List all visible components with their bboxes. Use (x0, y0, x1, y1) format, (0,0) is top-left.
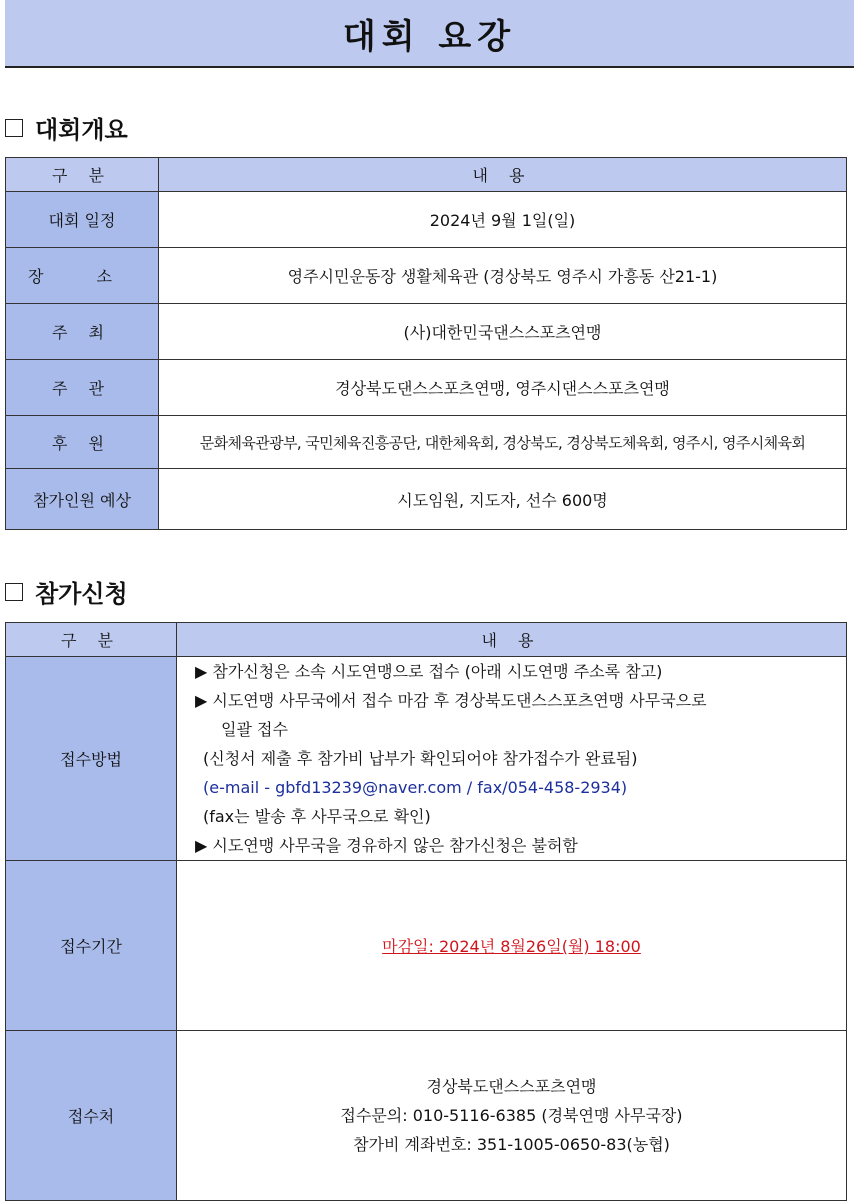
checkbox-square-icon (5, 583, 23, 601)
contact-cell (177, 1031, 847, 1201)
row-value: (사)대한민국댄스스포츠연맹 (159, 304, 847, 360)
col-header-content: 내 용 (177, 623, 847, 657)
col-header-label: 구 분 (6, 158, 159, 192)
bank-account: 참가비 계좌번호: 351-1005-0650-83(농협) (353, 1135, 670, 1154)
row-label: 장 소 (6, 248, 159, 304)
row-value: 문화체육관광부, 국민체육진흥공단, 대한체육회, 경상북도, 경상북도체육회, 영주시, 영주시체육회 (159, 416, 847, 469)
row-label: 참가인원 예상 (6, 469, 159, 530)
table-row (6, 861, 847, 1031)
method-line: ▶ 시도연맹 사무국에서 접수 마감 후 경상북도댄스스포츠연맹 사무국으로 (195, 691, 707, 710)
section-heading-overview (5, 110, 128, 145)
row-label: 접수방법 (6, 657, 177, 861)
method-line: ▶ 시도연맹 사무국을 경유하지 않은 참가신청은 불허함 (195, 836, 578, 855)
table-header-row (6, 158, 847, 192)
contact-phone: 접수문의: 010-5116-6385 (경북연맹 사무국장) (340, 1106, 683, 1125)
col-header-label: 구 분 (6, 623, 177, 657)
application-table (5, 622, 847, 1201)
row-label: 주 관 (6, 360, 159, 416)
period-value-cell (177, 861, 847, 1031)
section-heading-application (5, 574, 128, 609)
method-line: (fax는 발송 후 사무국으로 확인) (203, 807, 431, 826)
table-row (6, 1031, 847, 1201)
title-bar (5, 0, 854, 68)
method-line: ▶ 참가신청은 소속 시도연맹으로 접수 (아래 시도연맹 주소록 참고) (195, 662, 663, 681)
method-content (177, 657, 847, 861)
table-row (6, 360, 847, 416)
table-row (6, 416, 847, 469)
section-heading-text: 참가신청 (35, 580, 128, 608)
email-fax-line: (e-mail - gbfd13239@naver.com / fax/054-458-2934) (203, 778, 628, 797)
table-row (6, 304, 847, 360)
org-name: 경상북도댄스스포츠연맹 (426, 1077, 597, 1096)
table-row (6, 657, 847, 861)
table-row (6, 469, 847, 530)
section-heading-text: 대회개요 (35, 116, 128, 144)
row-value: 2024년 9월 1일(일) (159, 192, 847, 248)
row-label: 접수기간 (6, 861, 177, 1031)
row-label: 접수처 (6, 1031, 177, 1201)
row-label: 주 최 (6, 304, 159, 360)
page-title: 대회 요강 (342, 16, 517, 57)
table-row (6, 192, 847, 248)
row-value: 경상북도댄스스포츠연맹, 영주시댄스스포츠연맹 (159, 360, 847, 416)
row-label: 대회 일정 (6, 192, 159, 248)
col-header-content: 내 용 (159, 158, 847, 192)
row-value: 영주시민운동장 생활체육관 (경상북도 영주시 가흥동 산21-1) (159, 248, 847, 304)
checkbox-square-icon (5, 119, 23, 137)
row-value: 시도임원, 지도자, 선수 600명 (159, 469, 847, 530)
method-line: 일괄 접수 (221, 720, 288, 739)
method-line: (신청서 제출 후 참가비 납부가 확인되어야 참가접수가 완료됨) (203, 749, 638, 768)
table-header-row (6, 623, 847, 657)
overview-table (5, 157, 847, 530)
deadline-text: 마감일: 2024년 8월26일(월) 18:00 (382, 937, 641, 956)
table-row (6, 248, 847, 304)
row-label: 후 원 (6, 416, 159, 469)
